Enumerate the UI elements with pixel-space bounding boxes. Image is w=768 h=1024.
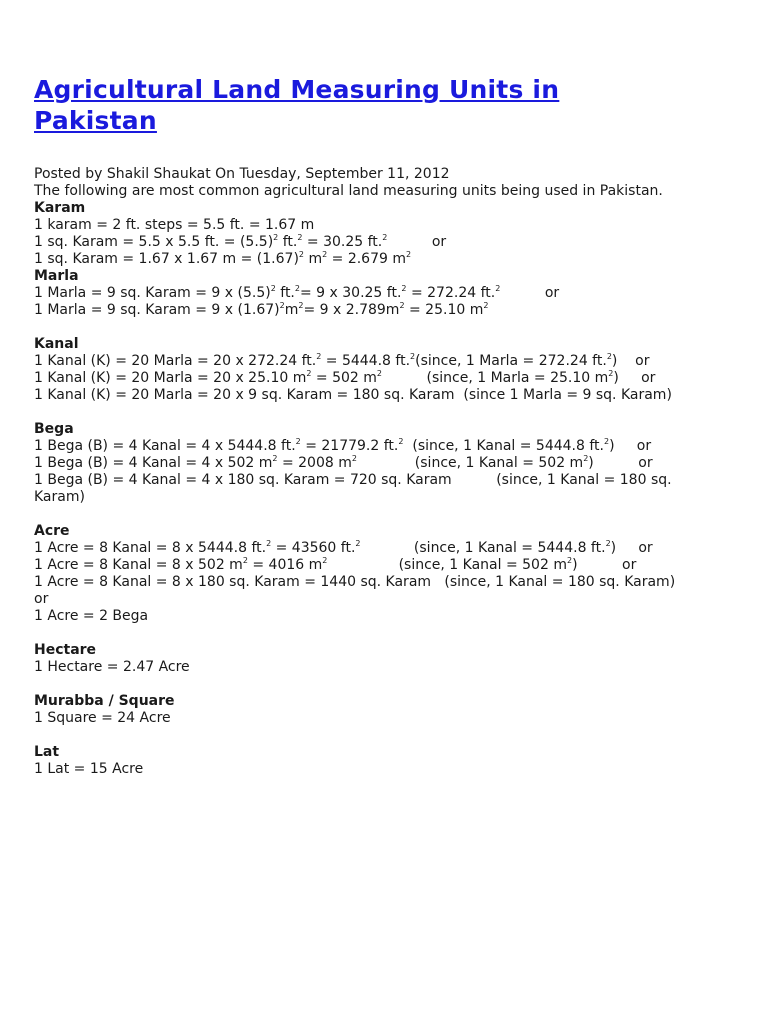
section-heading: Murabba / Square	[34, 693, 175, 709]
formula-line: 1 Acre = 8 Kanal = 8 x 180 sq. Karam = 1440 sq. Karam (since, 1 Kanal = 180 sq. Karam)	[34, 574, 676, 590]
formula-line: 1 Marla = 9 sq. Karam = 9 x $(5.5)^2$ ft.$^2$= 9 x 30.25 ft.$^2$ = 272.24 ft.$^2$ or	[34, 284, 560, 301]
section-kanal	[34, 336, 738, 404]
section-heading: Acre	[34, 523, 70, 539]
formula-line: 1 Acre = 2 Bega	[34, 608, 149, 624]
title-link[interactable]	[34, 75, 559, 135]
formula-line: 1 Kanal (K) = 20 Marla = 20 x 272.24 ft.$^2$ = 5444.8 ft.$^2$(since, 1 Marla = 272.24 ft.$^2$) or	[34, 352, 650, 369]
section-heading: Hectare	[34, 642, 97, 658]
section-marla	[34, 268, 738, 319]
section-heading: Bega	[34, 421, 74, 437]
formula-line: 1 Kanal (K) = 20 Marla = 20 x 9 sq. Karam = 180 sq. Karam (since 1 Marla = 9 sq. Karam)	[34, 387, 672, 403]
section-heading: Marla	[34, 268, 79, 284]
formula-line: Karam)	[34, 489, 85, 505]
formula-line: 1 Bega (B) = 4 Kanal = 4 x 180 sq. Karam = 720 sq. Karam (since, 1 Kanal = 180 sq.	[34, 472, 672, 488]
formula-line: 1 Acre = 8 Kanal = 8 x 5444.8 ft.$^2$ = 43560 ft.$^2$ (since, 1 Kanal = 5444.8 ft.$^2$) or	[34, 539, 653, 556]
page-title[interactable]	[34, 74, 738, 136]
formula-line: 1 Kanal (K) = 20 Marla = 20 x 25.10 $m^2 = 502$ $m^2$ (since, 1 Marla = 25.10 $m^2$) or	[34, 369, 656, 386]
section-heading: Kanal	[34, 336, 79, 352]
formula-line: or	[34, 591, 49, 607]
formula-line: 1 Acre = 8 Kanal = 8 x 502 $m^2 = 4016$ $m^2$ (since, 1 Kanal = 502 $m^2$) or	[34, 556, 637, 573]
formula-line: 1 Bega (B) = 4 Kanal = 4 x 502 $m^2 = 2008$ $m^2$ (since, 1 Kanal = 502 $m^2$) or	[34, 454, 653, 471]
formula-line: 1 karam = 2 ft. steps = 5.5 ft. = 1.67 m	[34, 217, 315, 233]
section-hectare	[34, 642, 738, 676]
section-bega	[34, 421, 738, 506]
formula-line: 1 Lat = 15 Acre	[34, 761, 144, 777]
post-meta	[34, 166, 738, 200]
section-karam	[34, 200, 738, 268]
posted-by: Posted by Shakil Shaukat On Tuesday, September 11, 2012	[34, 166, 450, 182]
formula-line: 1 Hectare = 2.47 Acre	[34, 659, 190, 675]
formula-line: 1 sq. Karam = 1.67 x 1.67 $m = (1.67)^2$ $m^2 = 2.679$ $m^2$	[34, 250, 412, 267]
section-heading: Lat	[34, 744, 60, 760]
formula-line: 1 Marla = 9 sq. Karam = 9 x $(1.67)^2m^2= 9$ x $2.789m^2 = 25.10$ $m^2$	[34, 301, 489, 318]
formula-line: 1 Square = 24 Acre	[34, 710, 171, 726]
intro-text: The following are most common agricultural land measuring units being used in Pakistan.	[34, 183, 663, 199]
title-line-1[interactable]: Agricultural Land Measuring Units in	[34, 75, 560, 104]
section-lat	[34, 744, 738, 778]
title-line-2[interactable]: Pakistan	[34, 106, 157, 135]
section-heading: Karam	[34, 200, 86, 216]
formula-line: 1 Bega (B) = 4 Kanal = 4 x 5444.8 ft.$^2$ = 21779.2 ft.$^2$ (since, 1 Kanal = 5444.8 ft.$^2$) or	[34, 437, 652, 454]
section-murabba	[34, 693, 738, 727]
formula-line: 1 sq. Karam = 5.5 x 5.5 ft. = $(5.5)^2$ ft.$^2$ = 30.25 ft.$^2$ or	[34, 233, 447, 250]
section-acre	[34, 523, 738, 625]
